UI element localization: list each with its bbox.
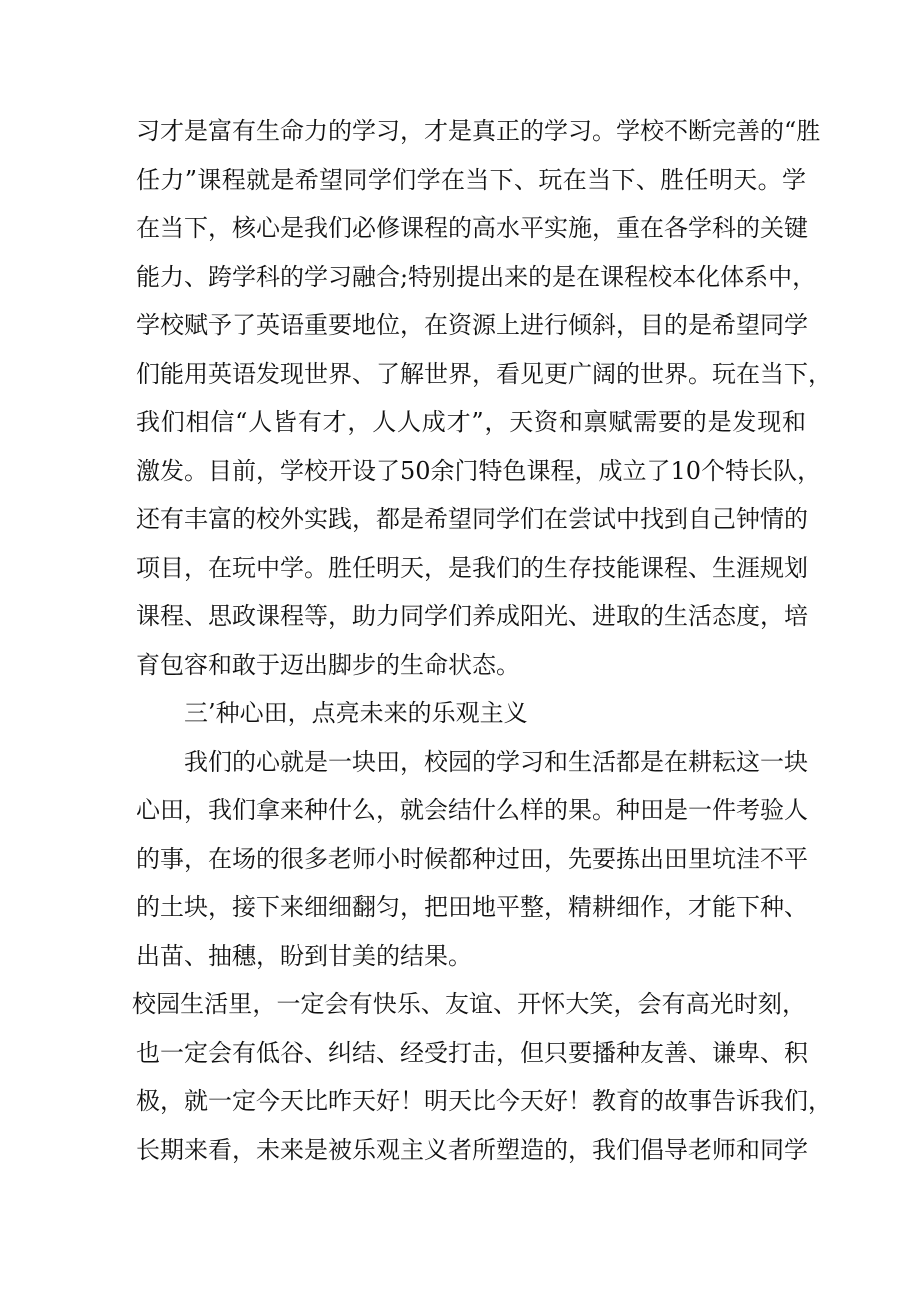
text-line: 能力、跨学科的学习融合;特别提出来的是在课程校本化体系中， <box>136 262 817 291</box>
text-line: 我们相信“人皆有才，人人成才”，天资和禀赋需要的是发现和 <box>136 408 806 436</box>
text-line: 们能用英语发现世界、了解世界，看见更广阔的世界。玩在当下， <box>136 359 832 388</box>
text-line: 任力”课程就是希望同学们学在当下、玩在当下、胜任明天。学 <box>136 165 806 194</box>
text-line: 还有丰富的校外实践，都是希望同学们在尝试中找到自己钟情的 <box>136 505 808 533</box>
text-line: 的事，在场的很多老师小时候都种过田，先要拣出田里坑洼不平 <box>136 844 808 873</box>
section-heading: 三’种心田，点亮未来的乐观主义 <box>184 699 528 727</box>
text-line: 我们的心就是一块田，校园的学习和生活都是在耕耘这一块 <box>184 747 808 776</box>
text-line: 校园生活里，一定会有快乐、友谊、开怀大笑，会有高光时刻， <box>132 990 806 1018</box>
text-line: 极，就一定今天比昨天好！明天比今天好！教育的故事告诉我们， <box>136 1087 832 1115</box>
body-text <box>132 107 832 1174</box>
text-line: 也一定会有低谷、纠结、经受打击，但只要播种友善、谦卑、积 <box>136 1038 808 1067</box>
text-line: 在当下，核心是我们必修课程的高水平实施，重在各学科的关键 <box>136 214 808 242</box>
text-line: 出苗、抽穗，盼到甘美的结果。 <box>136 941 472 970</box>
text-line: 激发。目前，学校开设了50余门特色课程，成立了10个特长队， <box>136 456 822 485</box>
text-line: 的土块，接下来细细翻匀，把田地平整，精耕细作，才能下种、 <box>136 893 808 921</box>
text-line: 学校赋予了英语重要地位，在资源上进行倾斜，目的是希望同学 <box>136 311 808 339</box>
text-line: 心田，我们拿来种什么，就会结什么样的果。种田是一件考验人 <box>136 796 808 824</box>
text-line: 育包容和敢于迈出脚步的生命状态。 <box>136 650 520 679</box>
text-line: 项目，在玩中学。胜任明天，是我们的生存技能课程、生涯规划 <box>136 553 808 582</box>
text-line: 习才是富有生命力的学习，才是真正的学习。学校不断完善的“胜 <box>136 117 821 145</box>
text-line: 课程、思政课程等，助力同学们养成阳光、进取的生活态度，培 <box>136 602 808 630</box>
text-line: 长期来看，未来是被乐观主义者所塑造的，我们倡导老师和同学 <box>136 1135 808 1164</box>
